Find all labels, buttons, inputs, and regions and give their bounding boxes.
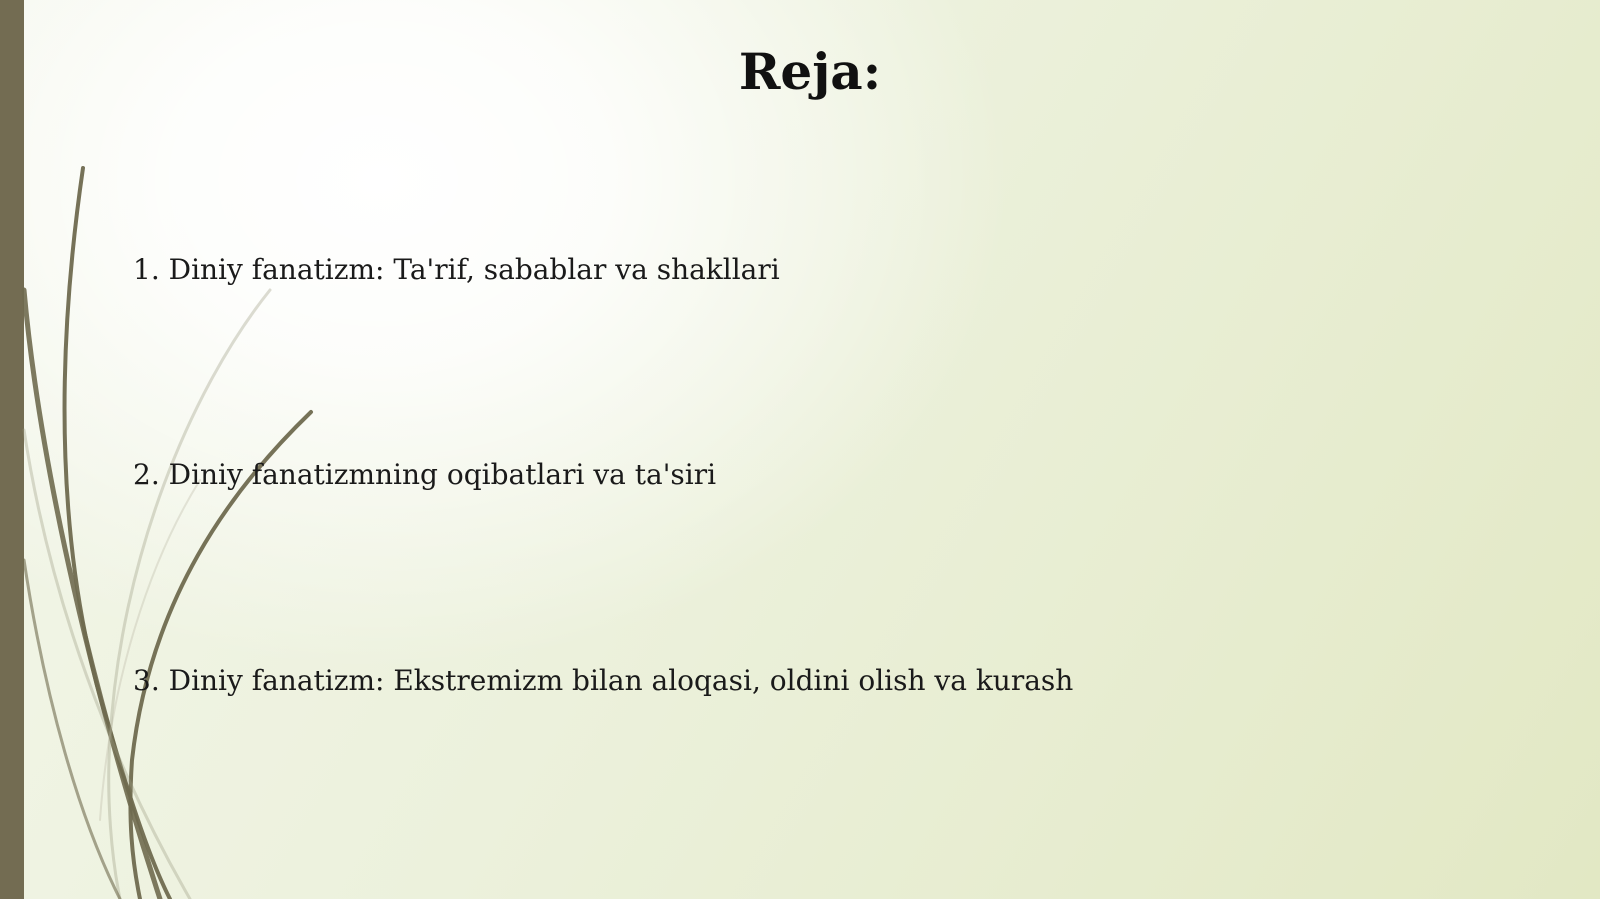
slide-title: Reja: [738, 42, 882, 101]
agenda-item-2: 2. Diniy fanatizmning oqibatlari va ta'siri [133, 458, 717, 491]
agenda-item-1: 1. Diniy fanatizm: Ta'rif, sabablar va shakllari [133, 253, 780, 286]
agenda-item-3: 3. Diniy fanatizm: Ekstremizm bilan aloqasi, oldini olish va kurash [133, 664, 1074, 697]
